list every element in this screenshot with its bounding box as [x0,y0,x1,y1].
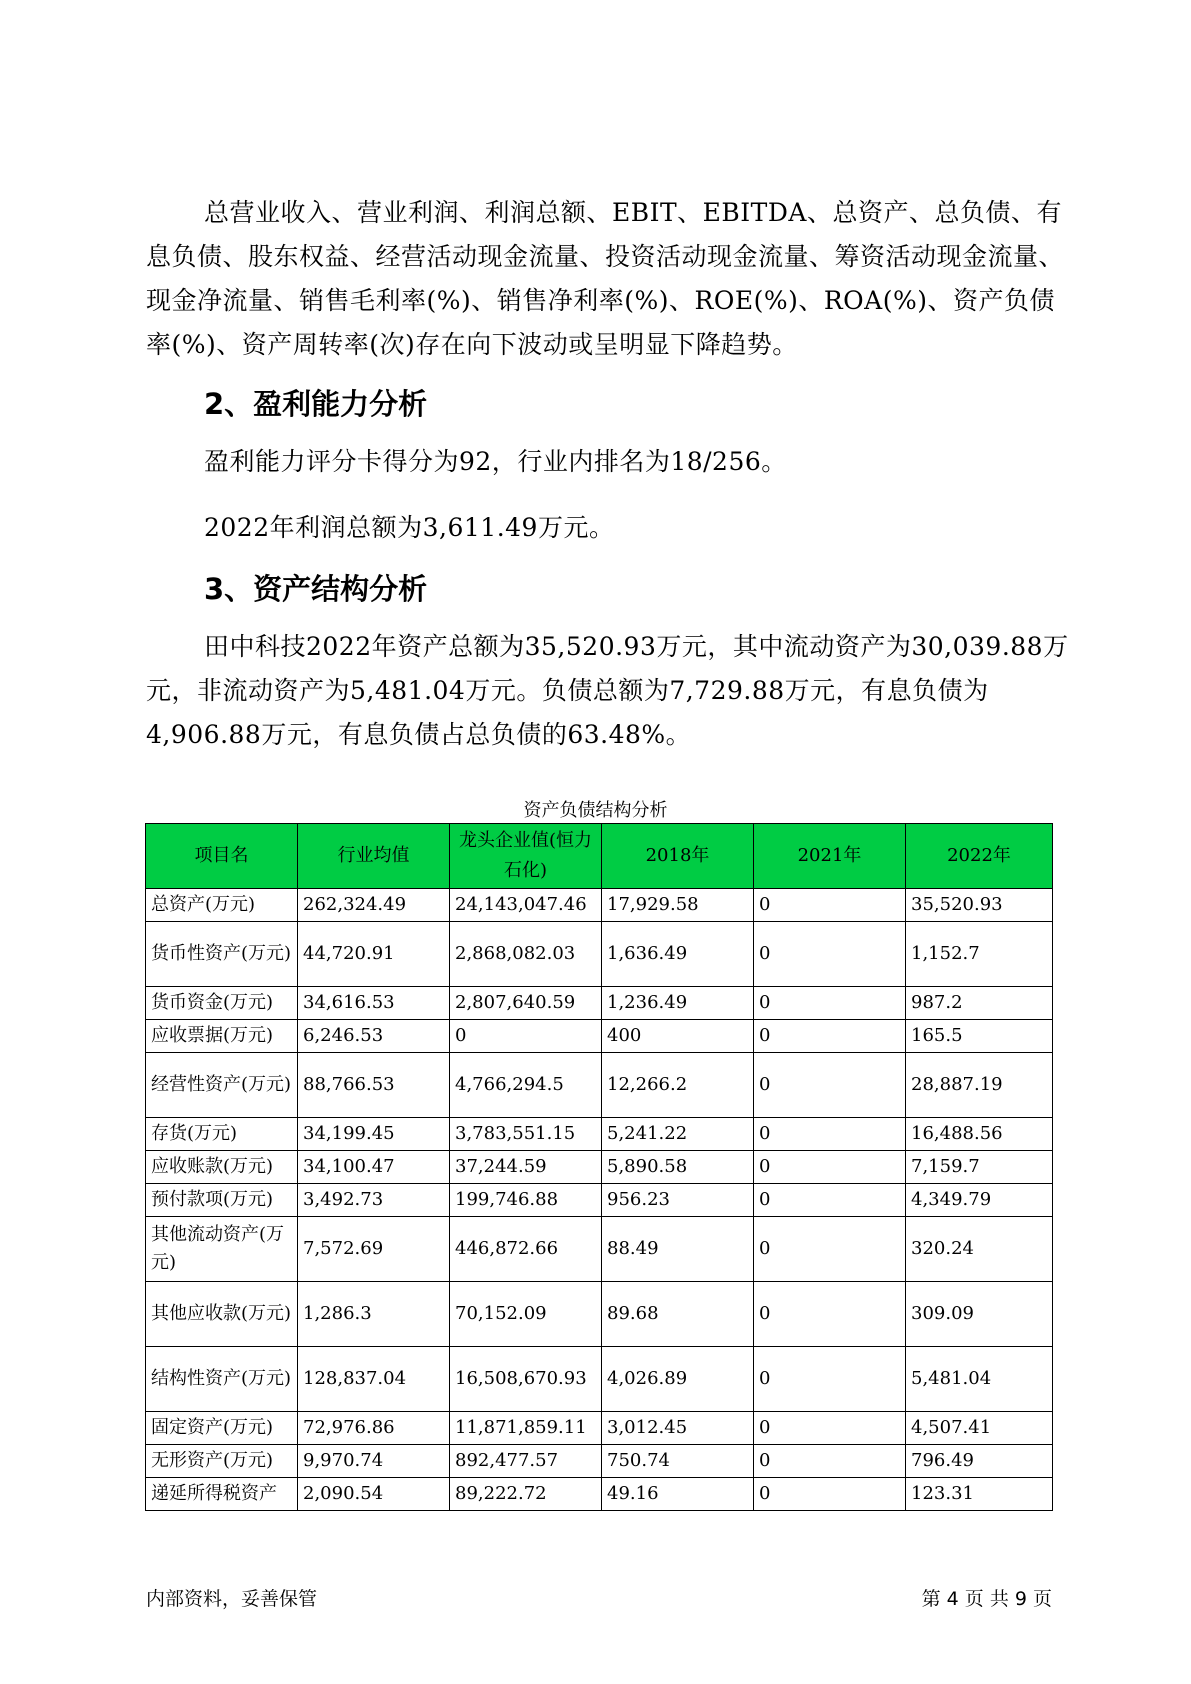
table-row [146,1478,1053,1511]
value-cell: 9,970.74 [298,1445,450,1478]
table-row [146,1412,1053,1445]
value-cell: 70,152.09 [450,1282,602,1347]
value-cell: 7,572.69 [298,1217,450,1282]
value-cell: 446,872.66 [450,1217,602,1282]
header-leader-value: 龙头企业值(恒力石化) [450,824,602,889]
value-cell: 5,481.04 [906,1347,1053,1412]
paragraph-profitability-score: 盈利能力评分卡得分为92，行业内排名为18/256。 [204,447,787,476]
value-cell: 37,244.59 [450,1151,602,1184]
value-cell: 16,508,670.93 [450,1347,602,1412]
value-cell: 6,246.53 [298,1020,450,1053]
footer-page-number: 第 4 页 共 9 页 [921,1588,1052,1610]
value-cell: 0 [754,889,906,922]
value-cell: 1,236.49 [602,987,754,1020]
table-row [146,1217,1053,1282]
value-cell: 34,199.45 [298,1118,450,1151]
row-label-cell: 应收票据(万元) [146,1020,298,1053]
value-cell: 400 [602,1020,754,1053]
value-cell: 165.5 [906,1020,1053,1053]
value-cell: 892,477.57 [450,1445,602,1478]
value-cell: 44,720.91 [298,922,450,987]
value-cell: 16,488.56 [906,1118,1053,1151]
value-cell: 4,507.41 [906,1412,1053,1445]
heading-asset-structure: 3、资产结构分析 [204,572,428,606]
value-cell: 34,100.47 [298,1151,450,1184]
heading-profitability: 2、盈利能力分析 [204,387,428,421]
table-row [146,1053,1053,1118]
value-cell: 88.49 [602,1217,754,1282]
asset-liability-table [145,823,1053,1511]
value-cell: 128,837.04 [298,1347,450,1412]
value-cell: 3,783,551.15 [450,1118,602,1151]
value-cell: 3,492.73 [298,1184,450,1217]
value-cell: 0 [754,1412,906,1445]
value-cell: 2,868,082.03 [450,922,602,987]
value-cell: 309.09 [906,1282,1053,1347]
value-cell: 1,636.49 [602,922,754,987]
row-label-cell: 预付款项(万元) [146,1184,298,1217]
table-header-row [146,824,1053,889]
value-cell: 89.68 [602,1282,754,1347]
value-cell: 2,090.54 [298,1478,450,1511]
row-label-cell: 货币资金(万元) [146,987,298,1020]
value-cell: 3,012.45 [602,1412,754,1445]
value-cell: 123.31 [906,1478,1053,1511]
row-label-cell: 总资产(万元) [146,889,298,922]
value-cell: 0 [754,1151,906,1184]
table-row [146,922,1053,987]
value-cell: 11,871,859.11 [450,1412,602,1445]
header-2021: 2021年 [754,824,906,889]
value-cell: 0 [754,1053,906,1118]
table-caption: 资产负债结构分析 [523,800,668,821]
value-cell: 89,222.72 [450,1478,602,1511]
table-row [146,1151,1053,1184]
value-cell: 0 [754,987,906,1020]
table-row [146,889,1053,922]
value-cell: 12,266.2 [602,1053,754,1118]
value-cell: 0 [754,1118,906,1151]
table-row [146,1445,1053,1478]
table-row [146,1347,1053,1412]
value-cell: 1,152.7 [906,922,1053,987]
value-cell: 0 [450,1020,602,1053]
value-cell: 0 [754,1478,906,1511]
paragraph-asset-summary: 田中科技2022年资产总额为35,520.93万元，其中流动资产为30,039.88万元，非流动资产为5,481.04万元。负债总额为7,729.88万元，有息负债为4,906.88万元，有息负债占总负债的63.48%。 [146,632,1069,749]
row-label-cell: 其他应收款(万元) [146,1282,298,1347]
value-cell: 4,026.89 [602,1347,754,1412]
value-cell: 72,976.86 [298,1412,450,1445]
value-cell: 796.49 [906,1445,1053,1478]
value-cell: 320.24 [906,1217,1053,1282]
row-label-cell: 无形资产(万元) [146,1445,298,1478]
value-cell: 7,159.7 [906,1151,1053,1184]
value-cell: 956.23 [602,1184,754,1217]
row-label-cell: 其他流动资产(万元) [146,1217,298,1282]
value-cell: 0 [754,922,906,987]
header-item-name: 项目名 [146,824,298,889]
value-cell: 5,890.58 [602,1151,754,1184]
value-cell: 0 [754,1184,906,1217]
value-cell: 34,616.53 [298,987,450,1020]
value-cell: 4,349.79 [906,1184,1053,1217]
value-cell: 4,766,294.5 [450,1053,602,1118]
value-cell: 1,286.3 [298,1282,450,1347]
value-cell: 5,241.22 [602,1118,754,1151]
value-cell: 2,807,640.59 [450,987,602,1020]
value-cell: 17,929.58 [602,889,754,922]
value-cell: 262,324.49 [298,889,450,922]
footer-confidential: 内部资料，妥善保管 [146,1588,318,1610]
table-row [146,1282,1053,1347]
table-row [146,1020,1053,1053]
paragraph-declining-indicators: 总营业收入、营业利润、利润总额、EBIT、EBITDA、总资产、总负债、有息负债、股东权益、经营活动现金流量、投资活动现金流量、筹资活动现金流量、现金净流量、销售毛利率(%)、销售净利率(%)、ROE(%)、ROA(%)、资产负债率(%)、资产周转率(次)存在向下波动或呈明显下降趋势。 [146,198,1065,359]
value-cell: 750.74 [602,1445,754,1478]
row-label-cell: 固定资产(万元) [146,1412,298,1445]
row-label-cell: 存货(万元) [146,1118,298,1151]
value-cell: 199,746.88 [450,1184,602,1217]
row-label-cell: 货币性资产(万元) [146,922,298,987]
value-cell: 0 [754,1020,906,1053]
table-row [146,1118,1053,1151]
value-cell: 35,520.93 [906,889,1053,922]
value-cell: 0 [754,1347,906,1412]
header-2022: 2022年 [906,824,1053,889]
row-label-cell: 应收账款(万元) [146,1151,298,1184]
value-cell: 0 [754,1282,906,1347]
table-row [146,987,1053,1020]
value-cell: 0 [754,1445,906,1478]
row-label-cell: 递延所得税资产 [146,1478,298,1511]
value-cell: 0 [754,1217,906,1282]
paragraph-total-profit: 2022年利润总额为3,611.49万元。 [204,513,615,542]
header-2018: 2018年 [602,824,754,889]
table-row [146,1184,1053,1217]
value-cell: 49.16 [602,1478,754,1511]
value-cell: 28,887.19 [906,1053,1053,1118]
row-label-cell: 经营性资产(万元) [146,1053,298,1118]
row-label-cell: 结构性资产(万元) [146,1347,298,1412]
header-industry-average: 行业均值 [298,824,450,889]
value-cell: 88,766.53 [298,1053,450,1118]
value-cell: 987.2 [906,987,1053,1020]
value-cell: 24,143,047.46 [450,889,602,922]
